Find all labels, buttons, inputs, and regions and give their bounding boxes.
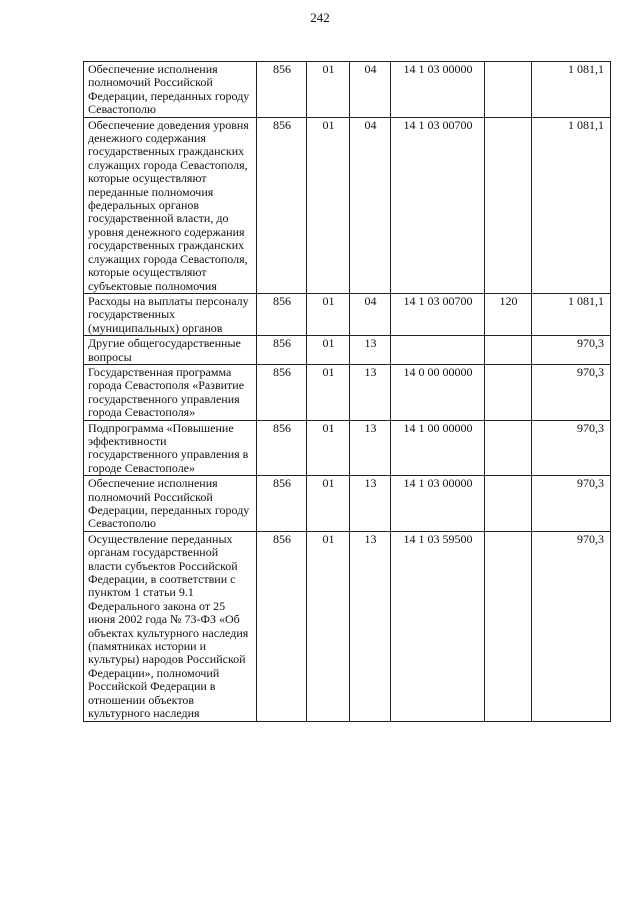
subsection-code: 04 [350, 293, 391, 335]
section-code: 01 [307, 476, 350, 532]
subsection-code: 13 [350, 364, 391, 420]
ministry-code: 856 [257, 476, 307, 532]
amount: 970,3 [532, 336, 611, 365]
target-article-code: 14 1 03 00700 [391, 293, 485, 335]
section-code: 01 [307, 62, 350, 118]
section-code: 01 [307, 420, 350, 476]
subsection-code: 04 [350, 62, 391, 118]
table-row [84, 62, 611, 118]
target-article-code: 14 0 00 00000 [391, 364, 485, 420]
item-name: Другие общегосударственные вопросы [84, 336, 257, 365]
expense-type-code [485, 336, 532, 365]
expense-type-code: 120 [485, 293, 532, 335]
item-name: Государственная программа города Севастополя «Развитие государственного управления города Севастополя» [84, 364, 257, 420]
item-name: Расходы на выплаты персоналу государственных (муниципальных) органов [84, 293, 257, 335]
table-row [84, 336, 611, 365]
amount: 970,3 [532, 420, 611, 476]
expense-type-code [485, 364, 532, 420]
budget-table [83, 61, 611, 722]
subsection-code: 04 [350, 117, 391, 293]
expense-type-code [485, 62, 532, 118]
ministry-code: 856 [257, 364, 307, 420]
table-row [84, 420, 611, 476]
ministry-code: 856 [257, 117, 307, 293]
item-name: Подпрограмма «Повышение эффективности государственного управления в городе Севастополе» [84, 420, 257, 476]
target-article-code: 14 1 03 00000 [391, 476, 485, 532]
item-name: Осуществление переданных органам государственной власти субъектов Российской Федерации, в соответствии с пунктом 1 статьи 9.1 Федерального закона от 25 июня 2002 года № 73-ФЗ «Об объектах культурного наследия (памятниках истории и культуры) народов Российской Федерации», полномочий Российской Федерации в отношении объектов культурного наследия [84, 531, 257, 721]
amount: 970,3 [532, 364, 611, 420]
item-name: Обеспечение доведения уровня денежного содержания государственных гражданских служащих города Севастополя, которые осуществляют переданные полномочия федеральных органов государственной власти, до уровня денежного содержания государственных гражданских служащих города Севастополя, которые осуществляют субъектовые полномочия [84, 117, 257, 293]
target-article-code: 14 1 00 00000 [391, 420, 485, 476]
section-code: 01 [307, 364, 350, 420]
ministry-code: 856 [257, 336, 307, 365]
subsection-code: 13 [350, 476, 391, 532]
section-code: 01 [307, 336, 350, 365]
target-article-code: 14 1 03 00700 [391, 117, 485, 293]
amount: 1 081,1 [532, 293, 611, 335]
table-row [84, 117, 611, 293]
expense-type-code [485, 117, 532, 293]
target-article-code: 14 1 03 59500 [391, 531, 485, 721]
subsection-code: 13 [350, 336, 391, 365]
page-number: 242 [310, 10, 330, 25]
ministry-code: 856 [257, 531, 307, 721]
ministry-code: 856 [257, 293, 307, 335]
target-article-code [391, 336, 485, 365]
table-row [84, 531, 611, 721]
subsection-code: 13 [350, 420, 391, 476]
section-code: 01 [307, 293, 350, 335]
target-article-code: 14 1 03 00000 [391, 62, 485, 118]
item-name: Обеспечение исполнения полномочий Российской Федерации, переданных городу Севастополю [84, 62, 257, 118]
expense-type-code [485, 476, 532, 532]
ministry-code: 856 [257, 420, 307, 476]
table-row [84, 364, 611, 420]
ministry-code: 856 [257, 62, 307, 118]
amount: 1 081,1 [532, 117, 611, 293]
table-row [84, 476, 611, 532]
amount: 970,3 [532, 531, 611, 721]
amount: 970,3 [532, 476, 611, 532]
amount: 1 081,1 [532, 62, 611, 118]
section-code: 01 [307, 117, 350, 293]
expense-type-code [485, 531, 532, 721]
item-name: Обеспечение исполнения полномочий Российской Федерации, переданных городу Севастополю [84, 476, 257, 532]
section-code: 01 [307, 531, 350, 721]
expense-type-code [485, 420, 532, 476]
subsection-code: 13 [350, 531, 391, 721]
table-row [84, 293, 611, 335]
